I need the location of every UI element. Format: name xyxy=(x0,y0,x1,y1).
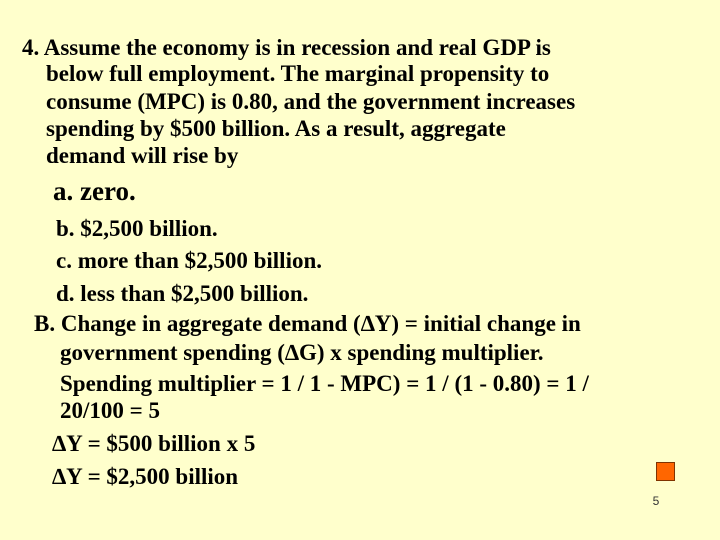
option-d: d. less than $2,500 billion. xyxy=(56,281,309,306)
option-b: b. $2,500 billion. xyxy=(56,216,218,241)
slide-number: 5 xyxy=(652,494,660,508)
option-c: c. more than $2,500 billion. xyxy=(56,248,323,273)
question-line: spending by $500 billion. As a result, aggregate xyxy=(46,116,506,141)
next-slide-button[interactable] xyxy=(656,462,675,481)
question-line: consume (MPC) is 0.80, and the government increases xyxy=(46,89,576,114)
explanation-line: government spending (∆G) x spending multiplier. xyxy=(60,340,544,365)
explanation-line: Spending multiplier = 1 / 1 - MPC) = 1 / (1 - 0.80) = 1 / xyxy=(60,371,589,396)
question-line: below full employment. The marginal propensity to xyxy=(46,61,550,86)
explanation-line: 20/100 = 5 xyxy=(60,398,160,423)
explanation-line: ∆Y = $2,500 billion xyxy=(52,464,239,489)
explanation-line: ∆Y = $500 billion x 5 xyxy=(52,431,256,456)
question-line: 4. Assume the economy is in recession and real GDP is xyxy=(22,35,551,60)
explanation-line: B. Change in aggregate demand (∆Y) = initial change in xyxy=(34,311,581,336)
question-line: demand will rise by xyxy=(46,143,239,168)
option-a: a. zero. xyxy=(53,176,136,206)
